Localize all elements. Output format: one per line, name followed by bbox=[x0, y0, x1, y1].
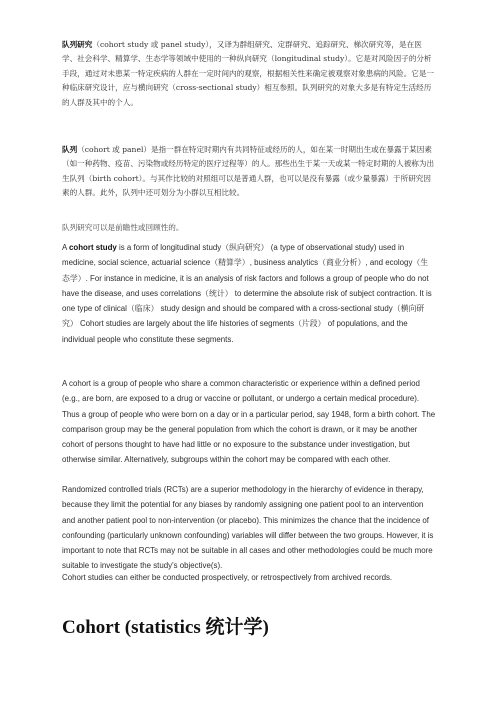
paragraph-text: is a form of longitudinal study（纵向研究） (a type of observational study) used in medicine, social science, actuarial science（精算学）, business analytics（商业分析）, and ecology（生态学）. For instance in medicine, it is an analysis of risk factors and follows a group of people who do not have the disease, and uses correlations（统计） to determine the absolute risk of subject contraction. It is one type of clinical（临床） study design and should be compared with a cross-sectional study（横向研究） Cohort studies are largely about the life histories of segments（片段） of populations, and the individual people who constitute these segments. bbox=[62, 243, 432, 344]
paragraph-text: A cohort is a group of people who share a common characteristic or experience within a defined period (e.g., are born, are exposed to a drug or vaccine or pollutant, or undergo a certain medical procedure). Thus a group of people who were born on a day or in a particular period, say 1948, form a birth cohort. The comparison group may be the general population from which the cohort is drawn, or it may be another cohort of persons thought to have had little or no exposure to the substance under investigation, but otherwise similar. Alternatively, subgroups within the cohort may be compared with each other. bbox=[62, 379, 436, 465]
term-cohort-study-en: cohort study bbox=[69, 243, 117, 252]
paragraph-rct-en bbox=[62, 482, 436, 574]
paragraph-conduct-en bbox=[62, 570, 436, 585]
paragraph-text: Cohort studies can either be conducted prospectively, or retrospectively from archived records. bbox=[62, 573, 393, 582]
paragraph-cohort-cn bbox=[62, 143, 436, 201]
paragraph-text: （cohort study 或 panel study），又译为群组研究、定群研究、追踪研究、梯次研究等，是在医学、社会科学、精算学、生态学等领域中使用的一种纵向研究（longitudinal study）。它是对风险因子的分析手段，通过对未患某一特定疾病的人群在一定时间内的观察，根据相关性来确定被观察对象患病的风险。它是一种临床研究设计，应与横向研究（cross-sectional study）相互参照。队列研究的对象大多是有特定生活经历的人群及其中的个人。 bbox=[62, 40, 435, 107]
paragraph-cohort-study-en bbox=[62, 240, 436, 347]
paragraph-text: Randomized controlled trials (RCTs) are a superior methodology in the hierarchy of evidence in therapy, because they limit the potential for any biases by randomly assigning one patient pool to an intervention and another patient pool to non-intervention (or placebo). This minimizes the chance that the incidence of confounding (particularly unknown confounding) variables will differ between the two groups. However, it is important to note that RCTs may not be suitable in all cases and other methodologies could be much more suitable to investigate the study's objective(s). bbox=[62, 485, 434, 571]
paragraph-lead: A bbox=[62, 243, 70, 252]
paragraph-prospective-note bbox=[62, 221, 436, 235]
paragraph-cohort-definition-en bbox=[62, 376, 436, 468]
term-cohort-cn: 队列 bbox=[62, 145, 78, 154]
term-cohort-study-cn: 队列研究 bbox=[62, 40, 93, 49]
paragraph-text: 队列研究可以是前瞻性或回顾性的。 bbox=[62, 223, 184, 232]
paragraph-cohort-study-cn bbox=[62, 38, 436, 110]
paragraph-text: （cohort 或 panel）是指一群在特定时期内有共同特征或经历的人，如在某一时期出生或在暴露于某因素（如一种药物、疫苗、污染物或经历特定的医疗过程等）的人。那些出生于某一天或某一特定时期的人被称为出生队列（birth cohort）。与其作比较的对照组可以是普通人群，也可以是没有暴露（或少量暴露）于所研究因素的人群。此外，队列中还可划分为小群以互相比较。 bbox=[62, 145, 435, 198]
section-heading: Cohort (statistics 统计学) bbox=[62, 617, 269, 638]
